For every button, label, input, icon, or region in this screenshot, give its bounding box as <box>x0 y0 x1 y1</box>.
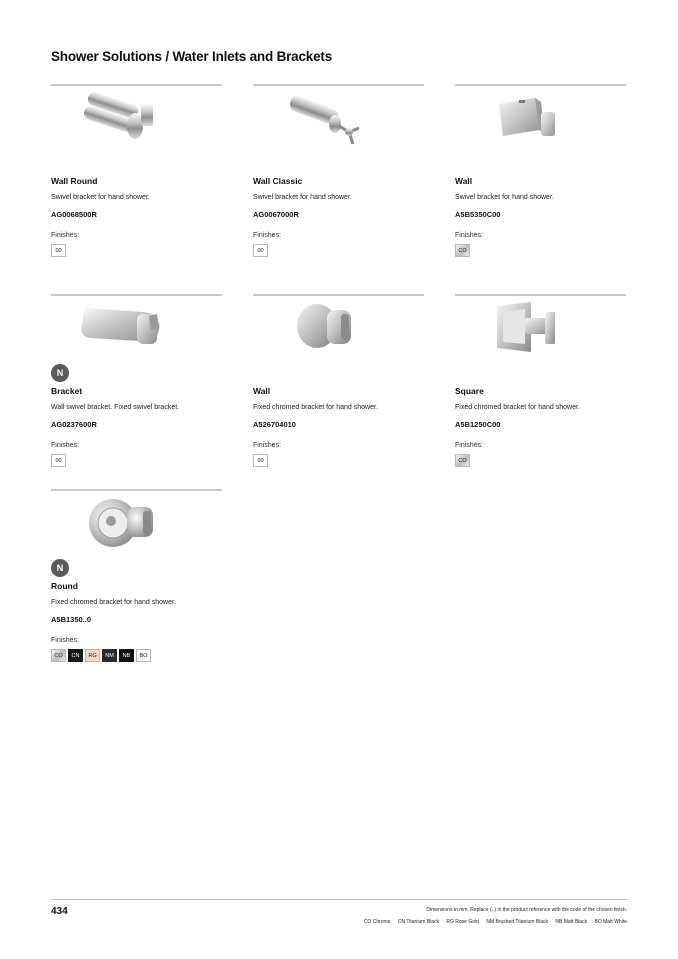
product-image <box>253 296 424 370</box>
product-card <box>455 294 626 464</box>
product-description: Swivel bracket for hand shower. <box>253 194 352 201</box>
legend-item: NM Brushed Titanium Black <box>486 919 549 925</box>
finish-swatch: 00 <box>51 244 66 257</box>
product-image <box>455 296 626 370</box>
product-name: Wall <box>455 176 473 186</box>
finishes-label: Finishes: <box>51 232 80 239</box>
finish-swatch: NB <box>119 649 134 662</box>
finish-swatch: 00 <box>253 454 268 467</box>
product-description: Fixed chromed bracket for hand shower. <box>51 599 176 606</box>
product-code: A5B1350..0 <box>51 615 92 624</box>
finish-swatch: CO <box>455 244 470 257</box>
product-code: A5B1250C00 <box>455 420 501 429</box>
finish-swatch: 00 <box>51 454 66 467</box>
finish-swatches <box>253 454 433 467</box>
product-image <box>51 491 222 573</box>
product-image <box>455 86 626 160</box>
legend-item: BO Matt White <box>594 919 627 925</box>
product-card <box>51 294 222 464</box>
finish-legend <box>358 919 627 925</box>
legend-item: NB Matt Black <box>555 919 588 925</box>
product-card <box>455 84 626 254</box>
product-code: AG0237600R <box>51 420 97 429</box>
finishes-label: Finishes: <box>455 232 484 239</box>
finishes-label: Finishes: <box>455 442 484 449</box>
product-card <box>51 84 222 254</box>
finish-swatches <box>51 454 231 467</box>
finish-swatches <box>253 244 433 257</box>
footer-divider <box>51 899 627 900</box>
finish-swatch: 00 <box>253 244 268 257</box>
finish-swatches <box>455 454 635 467</box>
product-name: Wall <box>253 386 271 396</box>
product-name: Wall Round <box>51 176 98 186</box>
finish-swatch: CO <box>455 454 470 467</box>
product-card <box>253 84 424 254</box>
product-code: A5B5350C00 <box>455 210 501 219</box>
footer-note: Dimensions in mm. Replace (..) in the product reference with the code of the chosen finish. <box>426 907 627 913</box>
product-image <box>51 296 222 378</box>
finish-swatch: BO <box>136 649 151 662</box>
finish-swatch: CN <box>68 649 83 662</box>
finishes-label: Finishes: <box>253 232 282 239</box>
finish-swatch: RG <box>85 649 100 662</box>
product-image <box>51 86 222 160</box>
product-card <box>51 489 222 659</box>
product-name: Square <box>455 386 484 396</box>
product-description: Wall swivel bracket. Fixed swivel bracket. <box>51 404 180 411</box>
product-description: Fixed chromed bracket for hand shower. <box>455 404 580 411</box>
finish-swatches <box>51 649 231 662</box>
product-description: Fixed chromed bracket for hand shower. <box>253 404 378 411</box>
legend-item: CO Chrome <box>363 919 391 925</box>
new-badge: N <box>51 364 69 382</box>
finish-swatches <box>51 244 231 257</box>
product-image <box>253 86 424 160</box>
product-name: Wall Classic <box>253 176 303 186</box>
new-badge: N <box>51 559 69 577</box>
page-title: Shower Solutions / Water Inlets and Brackets <box>51 49 333 64</box>
finish-swatch: NM <box>102 649 117 662</box>
finishes-label: Finishes: <box>253 442 282 449</box>
product-card <box>253 294 424 464</box>
finishes-label: Finishes: <box>51 637 80 644</box>
product-code: AG0067000R <box>253 210 299 219</box>
finish-swatch: CO <box>51 649 66 662</box>
product-code: A526704010 <box>253 420 296 429</box>
finishes-label: Finishes: <box>51 442 80 449</box>
product-description: Swivel bracket for hand shower. <box>455 194 554 201</box>
product-code: AG0068500R <box>51 210 97 219</box>
legend-item: CN Titanium Black <box>397 919 440 925</box>
legend-item: RG Rose Gold <box>446 919 479 925</box>
page-number: 434 <box>51 906 68 917</box>
finish-swatches <box>455 244 635 257</box>
product-name: Round <box>51 581 78 591</box>
product-description: Swivel bracket for hand shower. <box>51 194 150 201</box>
product-name: Bracket <box>51 386 83 396</box>
